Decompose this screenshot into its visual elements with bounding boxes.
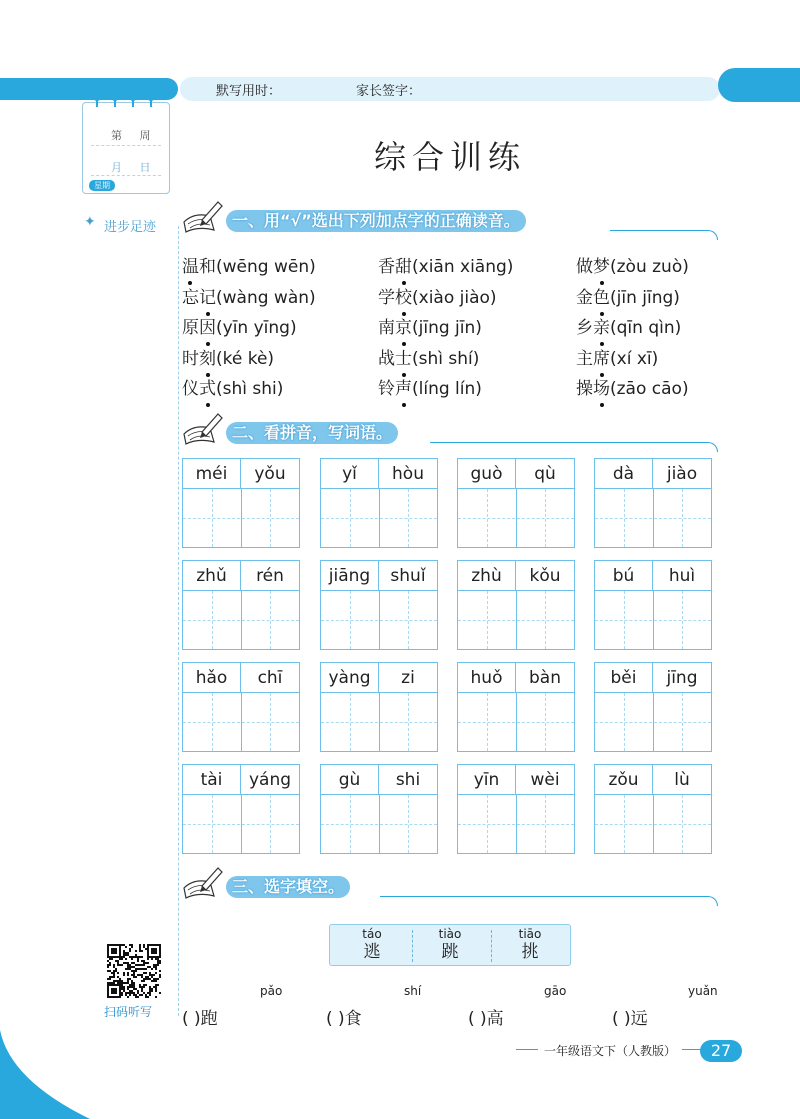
pinyin-options: (xiān xiāng): [412, 257, 514, 277]
word-chars: 铃声: [378, 379, 412, 399]
word-chars: 金色: [576, 287, 610, 308]
emphasis-dot: [600, 403, 604, 407]
pinyin-cell: yǐ: [321, 459, 379, 489]
page-number: 27: [700, 1040, 742, 1062]
word-item[interactable]: [576, 283, 680, 308]
emphasis-dot: [402, 403, 406, 407]
tianzige-cells[interactable]: [595, 693, 711, 751]
word-chars: 乡亲: [576, 318, 610, 338]
word-item[interactable]: [182, 252, 316, 277]
pinyin-cell: yáng: [241, 765, 299, 795]
word-item[interactable]: [576, 374, 689, 399]
book-title: 一年级语文下（人教版）: [538, 1042, 682, 1060]
pinyin-cell: lù: [653, 765, 711, 795]
writing-box[interactable]: [320, 764, 438, 854]
footprint-icon: ✦: [84, 214, 96, 230]
word-chars: 战士: [378, 348, 412, 369]
word-chars: 温和: [182, 257, 216, 277]
pinyin-options: (wēng wēn): [216, 257, 316, 277]
section3-heading: 三、选字填空。: [226, 876, 350, 898]
pencil-notebook-icon: [180, 412, 224, 446]
word-chars: 时刻: [182, 348, 216, 369]
pinyin-cell: bàn: [516, 663, 574, 693]
pinyin-cell: dà: [595, 459, 653, 489]
tianzige-cells[interactable]: [183, 795, 299, 853]
pinyin-cell: shuǐ: [379, 561, 437, 591]
pinyin-cell: kǒu: [516, 561, 574, 591]
section3-header: [180, 874, 720, 904]
section-rule: [380, 896, 718, 906]
pinyin-options: (zòu zuò): [610, 257, 689, 277]
section1-header: [180, 208, 720, 238]
word-chars: 南京: [378, 318, 412, 338]
parent-signature-label: 家长签字：: [356, 84, 422, 99]
pinyin-options: (jīng jīn): [412, 318, 482, 338]
pinyin-cell: wèi: [516, 765, 574, 795]
pinyin-cell: bú: [595, 561, 653, 591]
pinyin-cell: yīn: [458, 765, 516, 795]
tianzige-cells[interactable]: [183, 693, 299, 751]
word-chars: 主席: [576, 348, 610, 369]
word-chars: 香甜: [378, 257, 412, 277]
word-row: [182, 313, 722, 344]
binder-ring-icon: [129, 93, 137, 101]
corner-decoration: [0, 1010, 90, 1119]
writing-box[interactable]: [457, 662, 575, 752]
section1-heading: 一、用“√”选出下列加点字的正确读音。: [226, 210, 526, 232]
pencil-notebook-icon: [180, 200, 224, 234]
pinyin-cell: zi: [379, 663, 437, 693]
word-row: [182, 252, 722, 283]
word-row: [182, 344, 722, 375]
pinyin-cell: yǒu: [241, 459, 299, 489]
word-item[interactable]: [378, 313, 482, 338]
word-chars: 原因: [182, 318, 216, 338]
qr-label: 扫码听写: [104, 1005, 153, 1019]
divider: [91, 175, 161, 176]
pinyin-cell: chī: [241, 663, 299, 693]
pinyin-options: (xí xī): [610, 348, 659, 369]
pinyin-cell: hǎo: [183, 663, 241, 693]
pinyin-options: (xiào jiào): [412, 287, 497, 308]
writing-box[interactable]: [594, 662, 712, 752]
pinyin-cell: yàng: [321, 663, 379, 693]
pinyin-cell: jiāng: [321, 561, 379, 591]
pinyin-options: (yīn yīng): [216, 318, 297, 338]
word-row: [182, 374, 722, 405]
pinyin-cell: zǒu: [595, 765, 653, 795]
word-item[interactable]: [182, 344, 274, 369]
section2-heading: 二、看拼音，写词语。: [226, 422, 398, 444]
word-chars: 忘记: [182, 287, 216, 308]
section-rule: [610, 230, 718, 240]
pinyin-cell: rén: [241, 561, 299, 591]
binder-ring-icon: [147, 93, 155, 101]
writing-box[interactable]: [594, 764, 712, 854]
pinyin-cell: jiào: [653, 459, 711, 489]
tianzige-cells[interactable]: [595, 795, 711, 853]
word-row: [182, 283, 722, 314]
pinyin-cell: běi: [595, 663, 653, 693]
pinyin-cell: tài: [183, 765, 241, 795]
writing-box[interactable]: [594, 458, 712, 548]
weekday-badge: 星期: [89, 180, 115, 191]
pinyin-cell: qù: [516, 459, 574, 489]
word-item[interactable]: [378, 374, 482, 399]
pinyin-cell: guò: [458, 459, 516, 489]
pencil-notebook-icon: [180, 866, 224, 900]
pinyin-options: (ké kè): [216, 348, 275, 369]
divider: [91, 145, 161, 146]
pinyin-cell: zhù: [458, 561, 516, 591]
word-chars: 学校: [378, 287, 412, 308]
tianzige-cells[interactable]: [321, 693, 437, 751]
pinyin-options: (jīn jīng): [610, 287, 680, 308]
word-item[interactable]: [576, 344, 658, 369]
progress-label: 进步足迹: [104, 220, 157, 235]
section2-header: [180, 420, 720, 450]
binder-ring-icon: [111, 93, 119, 101]
writing-box[interactable]: [320, 560, 438, 650]
pinyin-cell: huǒ: [458, 663, 516, 693]
writing-box[interactable]: [457, 764, 575, 854]
choice-item: táo 逃: [362, 927, 382, 962]
calendar-card: [82, 102, 170, 194]
week-label: 第 周: [111, 129, 151, 142]
section-rule: [430, 442, 718, 452]
pinyin-cell: jīng: [653, 663, 711, 693]
pinyin-options: (wàng wàn): [216, 287, 316, 308]
qr-code-icon[interactable]: [107, 944, 161, 998]
header-right-bar: [718, 68, 800, 102]
pinyin-cell: méi: [183, 459, 241, 489]
tianzige-cells[interactable]: [595, 489, 711, 547]
writing-box[interactable]: [320, 458, 438, 548]
header-info-bar: [180, 77, 720, 101]
tianzige-cells[interactable]: [458, 693, 574, 751]
word-chars: 仪式: [182, 379, 216, 399]
tianzige-cells[interactable]: [458, 489, 574, 547]
word-item[interactable]: [576, 252, 689, 277]
tianzige-cells[interactable]: [321, 795, 437, 853]
tianzige-cells[interactable]: [183, 591, 299, 649]
word-chars: 做梦: [576, 257, 610, 277]
dictation-time-label: 默写用时：: [216, 84, 282, 99]
writing-box[interactable]: [457, 458, 575, 548]
writing-box[interactable]: [320, 662, 438, 752]
pinyin-cell: gù: [321, 765, 379, 795]
tianzige-cells[interactable]: [595, 591, 711, 649]
tianzige-cells[interactable]: [458, 591, 574, 649]
writing-box[interactable]: [182, 458, 300, 548]
writing-box[interactable]: [182, 662, 300, 752]
word-item[interactable]: [182, 283, 316, 308]
pinyin-options: (líng lín): [412, 379, 482, 399]
pinyin-cell: shi: [379, 765, 437, 795]
word-item[interactable]: [378, 344, 479, 369]
tianzige-cells[interactable]: [321, 591, 437, 649]
emphasis-dot: [206, 403, 210, 407]
pinyin-cell: hòu: [379, 459, 437, 489]
pinyin-options: (zāo cāo): [610, 379, 689, 399]
pinyin-options: (shì shi): [216, 379, 284, 399]
date-label: 月 日: [111, 161, 151, 174]
writing-box[interactable]: [182, 764, 300, 854]
choice-item: tiào 跳: [438, 927, 462, 962]
writing-box[interactable]: [457, 560, 575, 650]
pinyin-cell: zhǔ: [183, 561, 241, 591]
writing-box[interactable]: [594, 560, 712, 650]
pinyin-options: (qīn qìn): [610, 318, 682, 338]
pinyin-cell: huì: [653, 561, 711, 591]
choice-item: tiāo 挑: [518, 927, 542, 962]
page-title: 综合训练: [373, 138, 526, 176]
tianzige-cells[interactable]: [183, 489, 299, 547]
writing-box[interactable]: [182, 560, 300, 650]
binder-ring-icon: [93, 93, 101, 101]
character-choice-box: [329, 924, 571, 966]
word-item[interactable]: [576, 313, 681, 338]
word-item[interactable]: [182, 313, 297, 338]
word-chars: 操场: [576, 379, 610, 399]
word-item[interactable]: [182, 374, 283, 399]
pinyin-options: (shì shí): [412, 348, 480, 369]
section1-word-list: [182, 252, 722, 405]
word-item[interactable]: [378, 252, 513, 277]
word-item[interactable]: [378, 283, 497, 308]
tianzige-cells[interactable]: [458, 795, 574, 853]
margin-rule: [178, 226, 179, 1016]
tianzige-cells[interactable]: [321, 489, 437, 547]
